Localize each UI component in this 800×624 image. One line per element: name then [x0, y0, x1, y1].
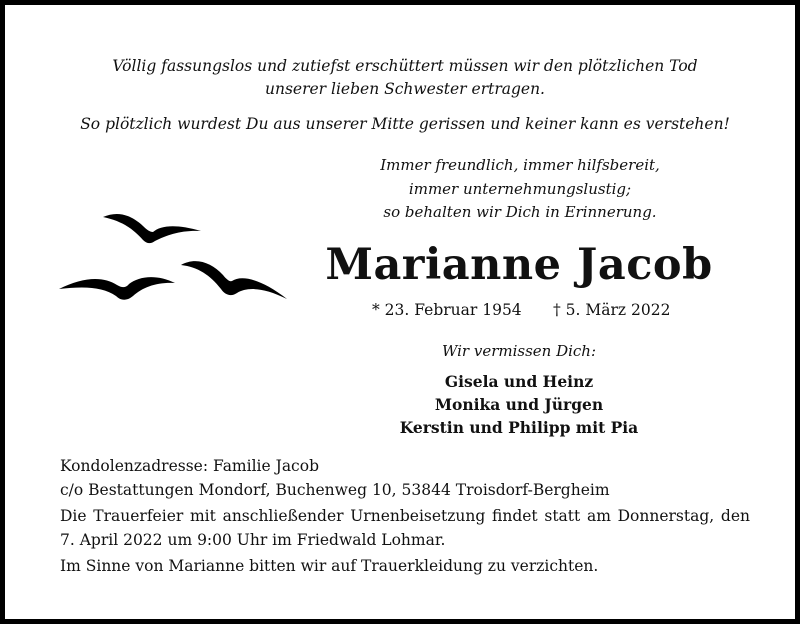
dress-request: Im Sinne von Marianne bitten wir auf Trauerkleidung zu verzichten. [60, 557, 599, 575]
verse [305, 154, 735, 225]
bird-icon [103, 214, 201, 243]
flying-birds-icon [55, 205, 295, 315]
intro-text [5, 55, 800, 101]
mourners-intro: Wir vermissen Dich: [441, 342, 597, 360]
bird-icon [59, 277, 175, 300]
bird-icon [181, 261, 287, 299]
mourner-name: Kerstin und Philipp mit Pia [399, 418, 639, 437]
birth-date: * 23. Februar 1954 [372, 301, 522, 319]
condolence-address-line-2: c/o Bestattungen Mondorf, Buchenweg 10, 53844 Troisdorf-Bergheim [60, 480, 610, 499]
condolence-address-line-1: Kondolenzadresse: Familie Jacob [60, 457, 319, 475]
intro-line-2: unserer lieben Schwester ertragen. [265, 80, 545, 98]
verse-line-2: immer unternehmungslustig; [408, 179, 632, 198]
mourners-list [305, 370, 733, 439]
mourner-name: Monika und Jürgen [434, 395, 604, 414]
verse-line-3: so behalten wir Dich in Erinnerung. [383, 203, 657, 221]
footer-notice [60, 455, 750, 579]
ceremony-info: Die Trauerfeier mit anschließender Urnenbeisetzung findet statt am Donnerstag, den 7. April 2022 um 9:00 Uhr im Friedwald Lohmar. [60, 507, 750, 549]
deceased-name: Marianne Jacob [325, 240, 713, 290]
mourner-name: Gisela und Heinz [444, 372, 594, 391]
verse-line-1: Immer freundlich, immer hilfsbereit, [380, 156, 660, 174]
intro-line-3: So plötzlich wurdest Du aus unserer Mitte gerissen und keiner kann es verstehen! [80, 115, 730, 133]
intro-line-1: Völlig fassungslos und zutiefst erschüttert müssen wir den plötzlichen Tod [112, 57, 698, 75]
death-date: † 5. März 2022 [553, 301, 671, 319]
